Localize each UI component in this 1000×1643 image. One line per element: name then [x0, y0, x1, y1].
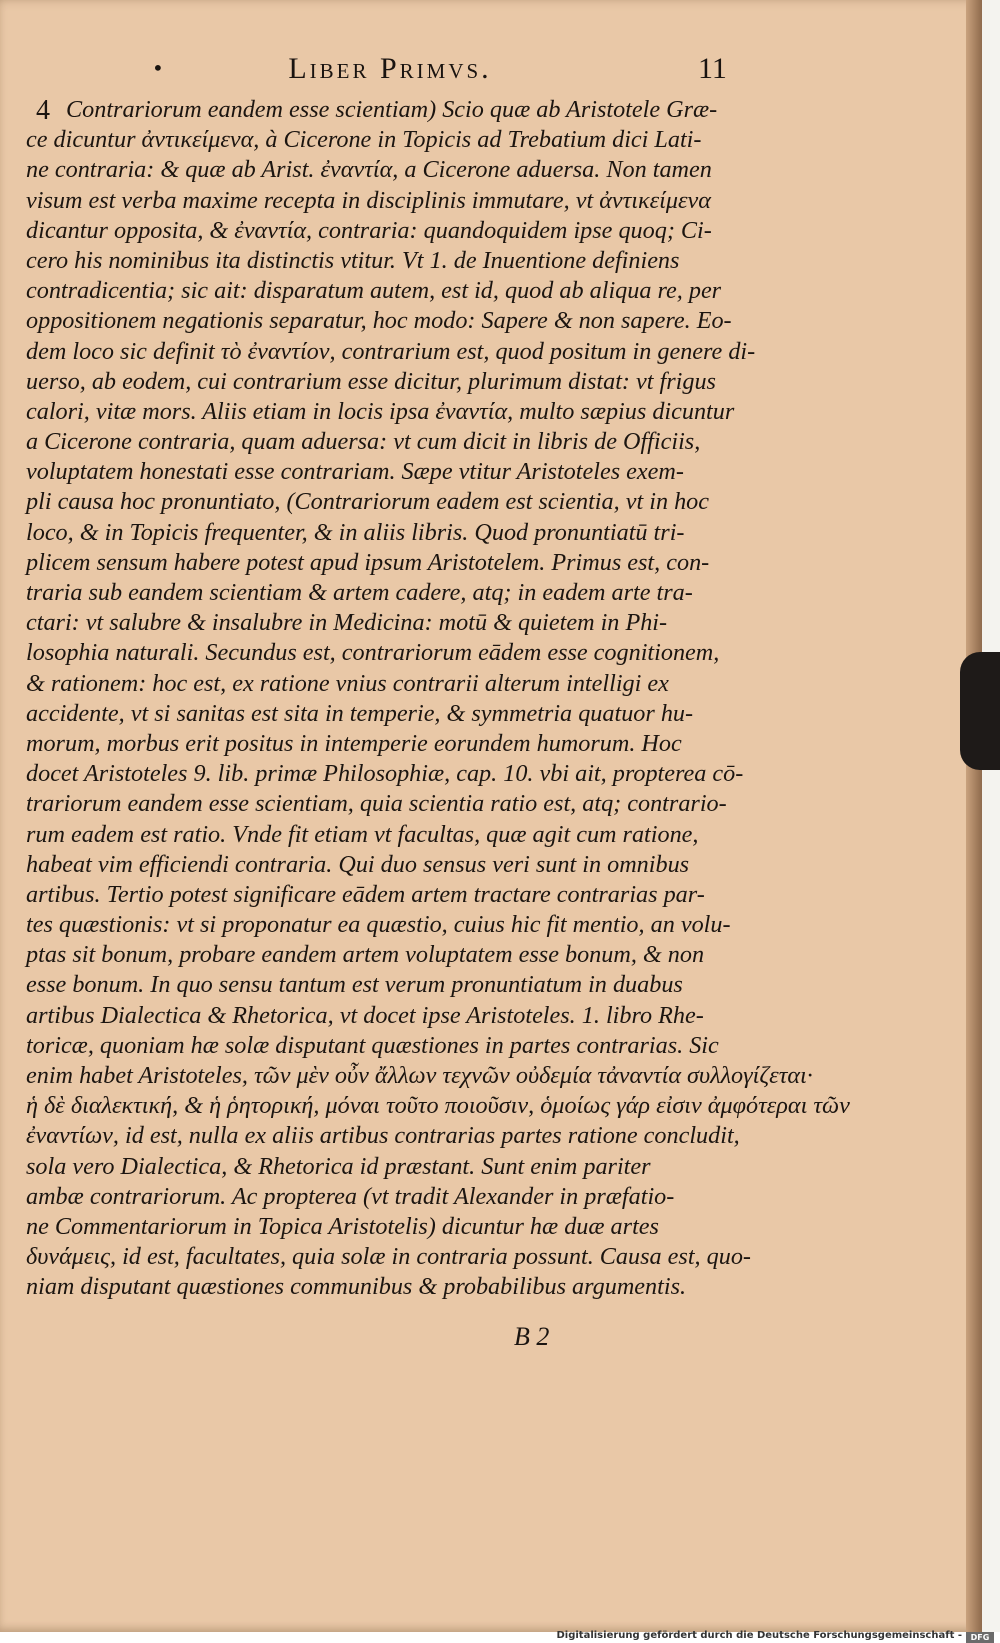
folio-number: 11 [698, 52, 727, 85]
header-dot: • [152, 56, 164, 80]
text-line: accidente, vt si sanitas est sita in temperie, & symmetria quatuor hu- [26, 699, 694, 727]
text-line: niam disputant quæstiones communibus & probabilibus argumentis. [26, 1273, 687, 1301]
text-line: ne contraria: & quæ ab Arist. ἐναντία, a Cicerone aduersa. Non tamen [26, 156, 712, 184]
text-line: rum eadem est ratio. Vnde fit etiam vt facultas, quæ agit cum ratione, [26, 820, 699, 848]
text-line: a Cicerone contraria, quam aduersa: vt cum dicit in libris de Officiis, [26, 428, 701, 456]
text-line: ne Commentariorum in Topica Aristotelis) dicuntur hæ duæ artes [26, 1212, 659, 1240]
text-line: Contrariorum eandem esse scientiam) Scio quæ ab Aristotele Græ- [66, 96, 718, 123]
text-line: morum, morbus erit positus in intemperie eorundem humorum. Hoc [26, 729, 682, 757]
text-line: voluptatem honestati esse contrariam. Sæpe vtitur Aristoteles exem- [26, 458, 684, 486]
signature-mark: B 2 [514, 1322, 550, 1351]
text-line: enim habet Aristoteles, τῶν μὲν οὖν ἄλλων τεχνῶν οὐδεμία τἀναντία συλλογίζεται· [26, 1062, 813, 1089]
text-line: visum est verba maxime recepta in disciplinis immutare, vt ἀντικείμενα [26, 186, 711, 214]
text-line: habeat vim efficiendi contraria. Qui duo sensus veri sunt in omnibus [26, 850, 690, 878]
text-line: traria sub eandem scientiam & artem cadere, atq; in eadem arte tra- [26, 579, 693, 606]
text-line: toricæ, quoniam hæ solæ disputant quæstiones in partes contrarias. Sic [26, 1031, 719, 1059]
text-line: loco, & in Topicis frequenter, & in aliis libris. Quod pronuntiatū tri- [26, 518, 685, 546]
text-line: docet Aristoteles 9. lib. primæ Philosophiæ, cap. 10. vbi ait, propterea cō- [26, 760, 744, 788]
text-line: oppositionem negationis separatur, hoc modo: Sapere & non sapere. Eo- [26, 307, 732, 335]
text-line: sola vero Dialectica, & Rhetorica id præstant. Sunt enim pariter [26, 1152, 651, 1180]
page-edge [966, 0, 982, 1632]
text-line: pli causa hoc pronuntiato, (Contrariorum eadem est scientia, vt in hoc [26, 488, 710, 516]
text-line: plicem sensum habere potest apud ipsum Aristotelem. Primus est, con- [26, 548, 710, 576]
text-line: artibus Dialectica & Rhetorica, vt docet ipse Aristoteles. 1. libro Rhe- [26, 1001, 704, 1029]
text-line: calori, vitæ mors. Aliis etiam in locis ipsa ἐναντία, multo sæpius dicuntur [26, 397, 735, 425]
text-line: ce dicuntur ἀντικείμενα, à Cicerone in Topicis ad Trebatium dici Lati- [26, 126, 702, 154]
text-line: δυνάμεις, id est, facultates, quia solæ in contraria possunt. Causa est, quo- [26, 1243, 751, 1271]
text-line: ptas sit bonum, probare eandem artem voluptatem esse bonum, & non [26, 941, 705, 969]
text-line: contradicentia; sic ait: disparatum autem, est id, quod ab aliqua re, per [26, 277, 722, 305]
body-text [26, 95, 850, 1303]
text-line: ambæ contrariorum. Ac propterea (vt tradit Alexander in præfatio- [26, 1182, 675, 1210]
dfg-logo: DFG [966, 1632, 994, 1643]
text-line: losophia naturali. Secundus est, contrariorum eādem esse cognitionem, [26, 639, 720, 667]
text-line: trariorum eandem esse scientiam, quia scientia ratio est, atq; contrario- [26, 790, 727, 818]
running-header [0, 52, 982, 88]
book-clasp [960, 652, 1000, 770]
footer-credit: Digitalisierung gefördert durch die Deutsche Forschungsgemeinschaft - [556, 1630, 962, 1641]
text-line: uerso, ab eodem, cui contrarium esse dicitur, plurimum distat: vt frigus [26, 367, 716, 395]
text-line: artibus. Tertio potest significare eādem artem tractare contrarias par- [26, 880, 705, 908]
text-line: esse bonum. In quo sensu tantum est verum pronuntiatum in duabus [26, 971, 683, 999]
text-line: ἐναντίων, id est, nulla ex aliis artibus contrarias partes ratione concludit, [26, 1122, 740, 1150]
text-line: dem loco sic definit τὸ ἐναντίον, contrarium est, quod positum in genere di- [26, 337, 756, 365]
running-title: Liber Primvs. [288, 52, 492, 85]
footer-bar [0, 1632, 1000, 1643]
text-line: ἡ δὲ διαλεκτική, & ἡ ῥητορική, μόναι τοῦτο ποιοῦσιν, ὁμοίως γάρ εἰσιν ἀμφότεραι τῶν [26, 1092, 850, 1120]
text-line: cero his nominibus ita distinctis vtitur. Vt 1. de Inuentione definiens [26, 246, 680, 274]
text-line: tes quæstionis: vt si proponatur ea quæstio, cuius hic fit mentio, an volu- [26, 911, 731, 939]
text-line: ctari: vt salubre & insalubre in Medicina: motū & quietem in Phi- [26, 609, 668, 637]
marginal-number: 4 [36, 95, 50, 126]
text-line: dicantur opposita, & ἐναντία, contraria: quandoquidem ipse quoq; Ci- [26, 216, 712, 244]
text-line: & rationem: hoc est, ex ratione vnius contrarii alterum intelligi ex [26, 669, 669, 697]
